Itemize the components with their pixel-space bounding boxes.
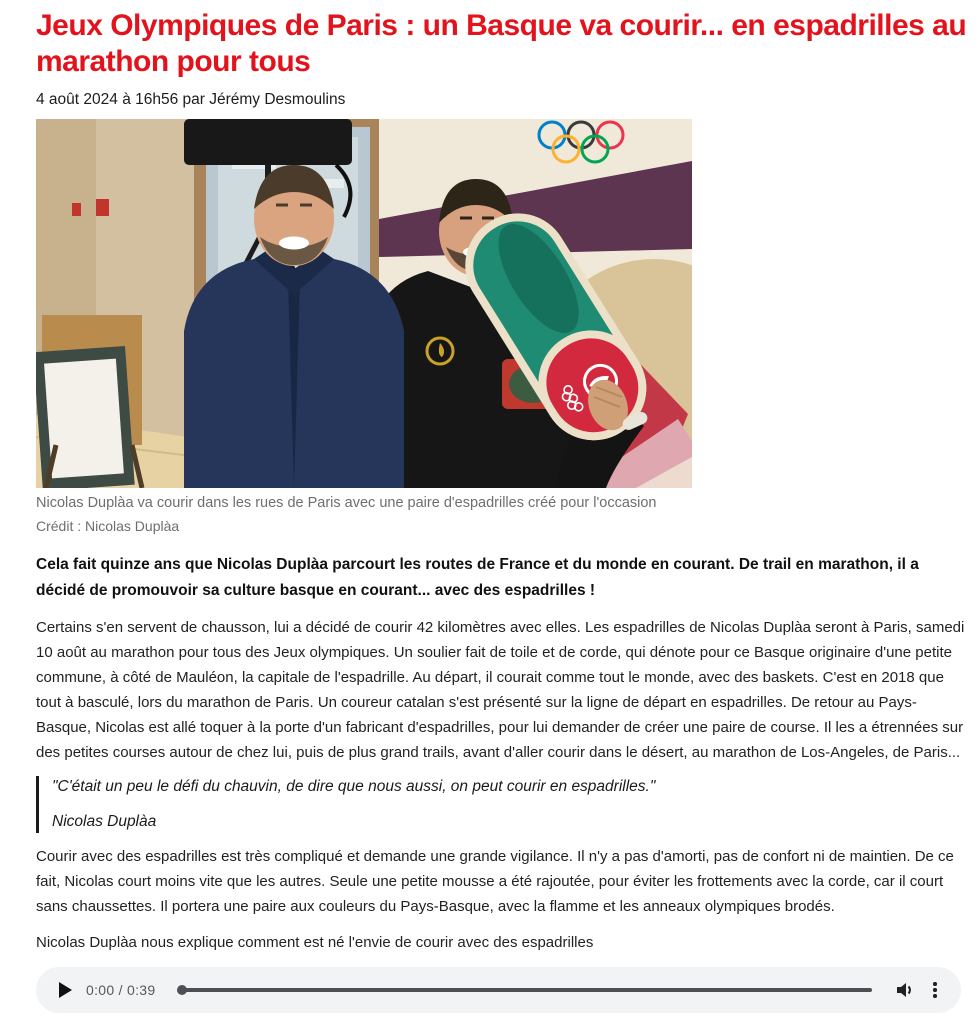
article-figure [36,119,692,535]
body-paragraph-2: Courir avec des espadrilles est très compliqué et demande une grande vigilance. Il n'y a pas d'amorti, pas de confort ni de maintien. De ce fait, Nicolas court moins vite que les autres. Seule une petite mousse a été rajoutée, pour éviter les frottements avec la corde, car il court sans chaussettes. Il portera une paire aux couleurs du Pays-Basque, avec la flamme et les anneaux olympiques brodés. [36,848,954,915]
body-paragraph-1: Certains s'en servent de chausson, lui a décidé de courir 42 kilomètres avec elles. Les espadrilles de Nicolas Duplàa seront à Paris, samedi 10 août au marathon pour tous des Jeux olympiques. Un soulier fait de toile et de corde, qui dénote pour ce Basque originaire d'une petite commune, à côté de Mauléon, la capitale de l'espadrille. Au départ, il courait comme tout le monde, avec des baskets. C'est en 2018 que tout à basculé, lors du marathon de Paris. Un coureur catalan s'est présenté sur la ligne de départ en espadrilles. De retour au Pays-Basque, Nicolas est allé toquer à la porte d'un fabricant d'espadrilles, pour lui demander de créer une paire de course. Il les a étrennées sur des petites courses autour de chez lui, puis de plus grand trails, avant d'aller courir dans le désert, au marathon de Los-Angeles, de Paris... [36,619,965,761]
article-title: Jeux Olympiques de Paris : un Basque va courir... en espadrilles au marathon pour tous [36,9,967,78]
quote-text: "C'était un peu le défi du chauvin, de dire que nous aussi, on peut courir en espadrilles." [52,778,656,795]
photo-illustration [36,119,692,488]
kebab-menu-icon[interactable] [928,979,942,1001]
byline: 4 août 2024 à 16h56 par Jérémy Desmoulins [36,91,346,108]
quote-author: Nicolas Duplàa [52,813,157,830]
photo-credit: Crédit : Nicolas Duplàa [36,518,180,534]
audio-player [36,967,961,1013]
seek-bar[interactable] [178,988,872,992]
time-display: 0:00 / 0:39 [86,982,156,998]
photo-caption: Nicolas Duplàa va courir dans les rues de Paris avec une paire d'espadrilles créé pour l'occasion [36,495,657,511]
article-photo [36,119,692,488]
play-icon [58,982,72,998]
audio-intro-text: Nicolas Duplàa nous explique comment est né l'envie de courir avec des espadrilles [36,934,594,951]
play-button[interactable] [57,982,73,998]
seek-thumb[interactable] [177,985,187,995]
pull-quote [36,776,956,833]
volume-up-icon [894,980,914,1000]
lead-paragraph: Cela fait quinze ans que Nicolas Duplàa parcourt les routes de France et du monde en courant. De trail en marathon, il a décidé de promouvoir sa culture basque en courant... avec des espadrilles ! [36,556,919,599]
volume-button[interactable] [893,979,915,1001]
